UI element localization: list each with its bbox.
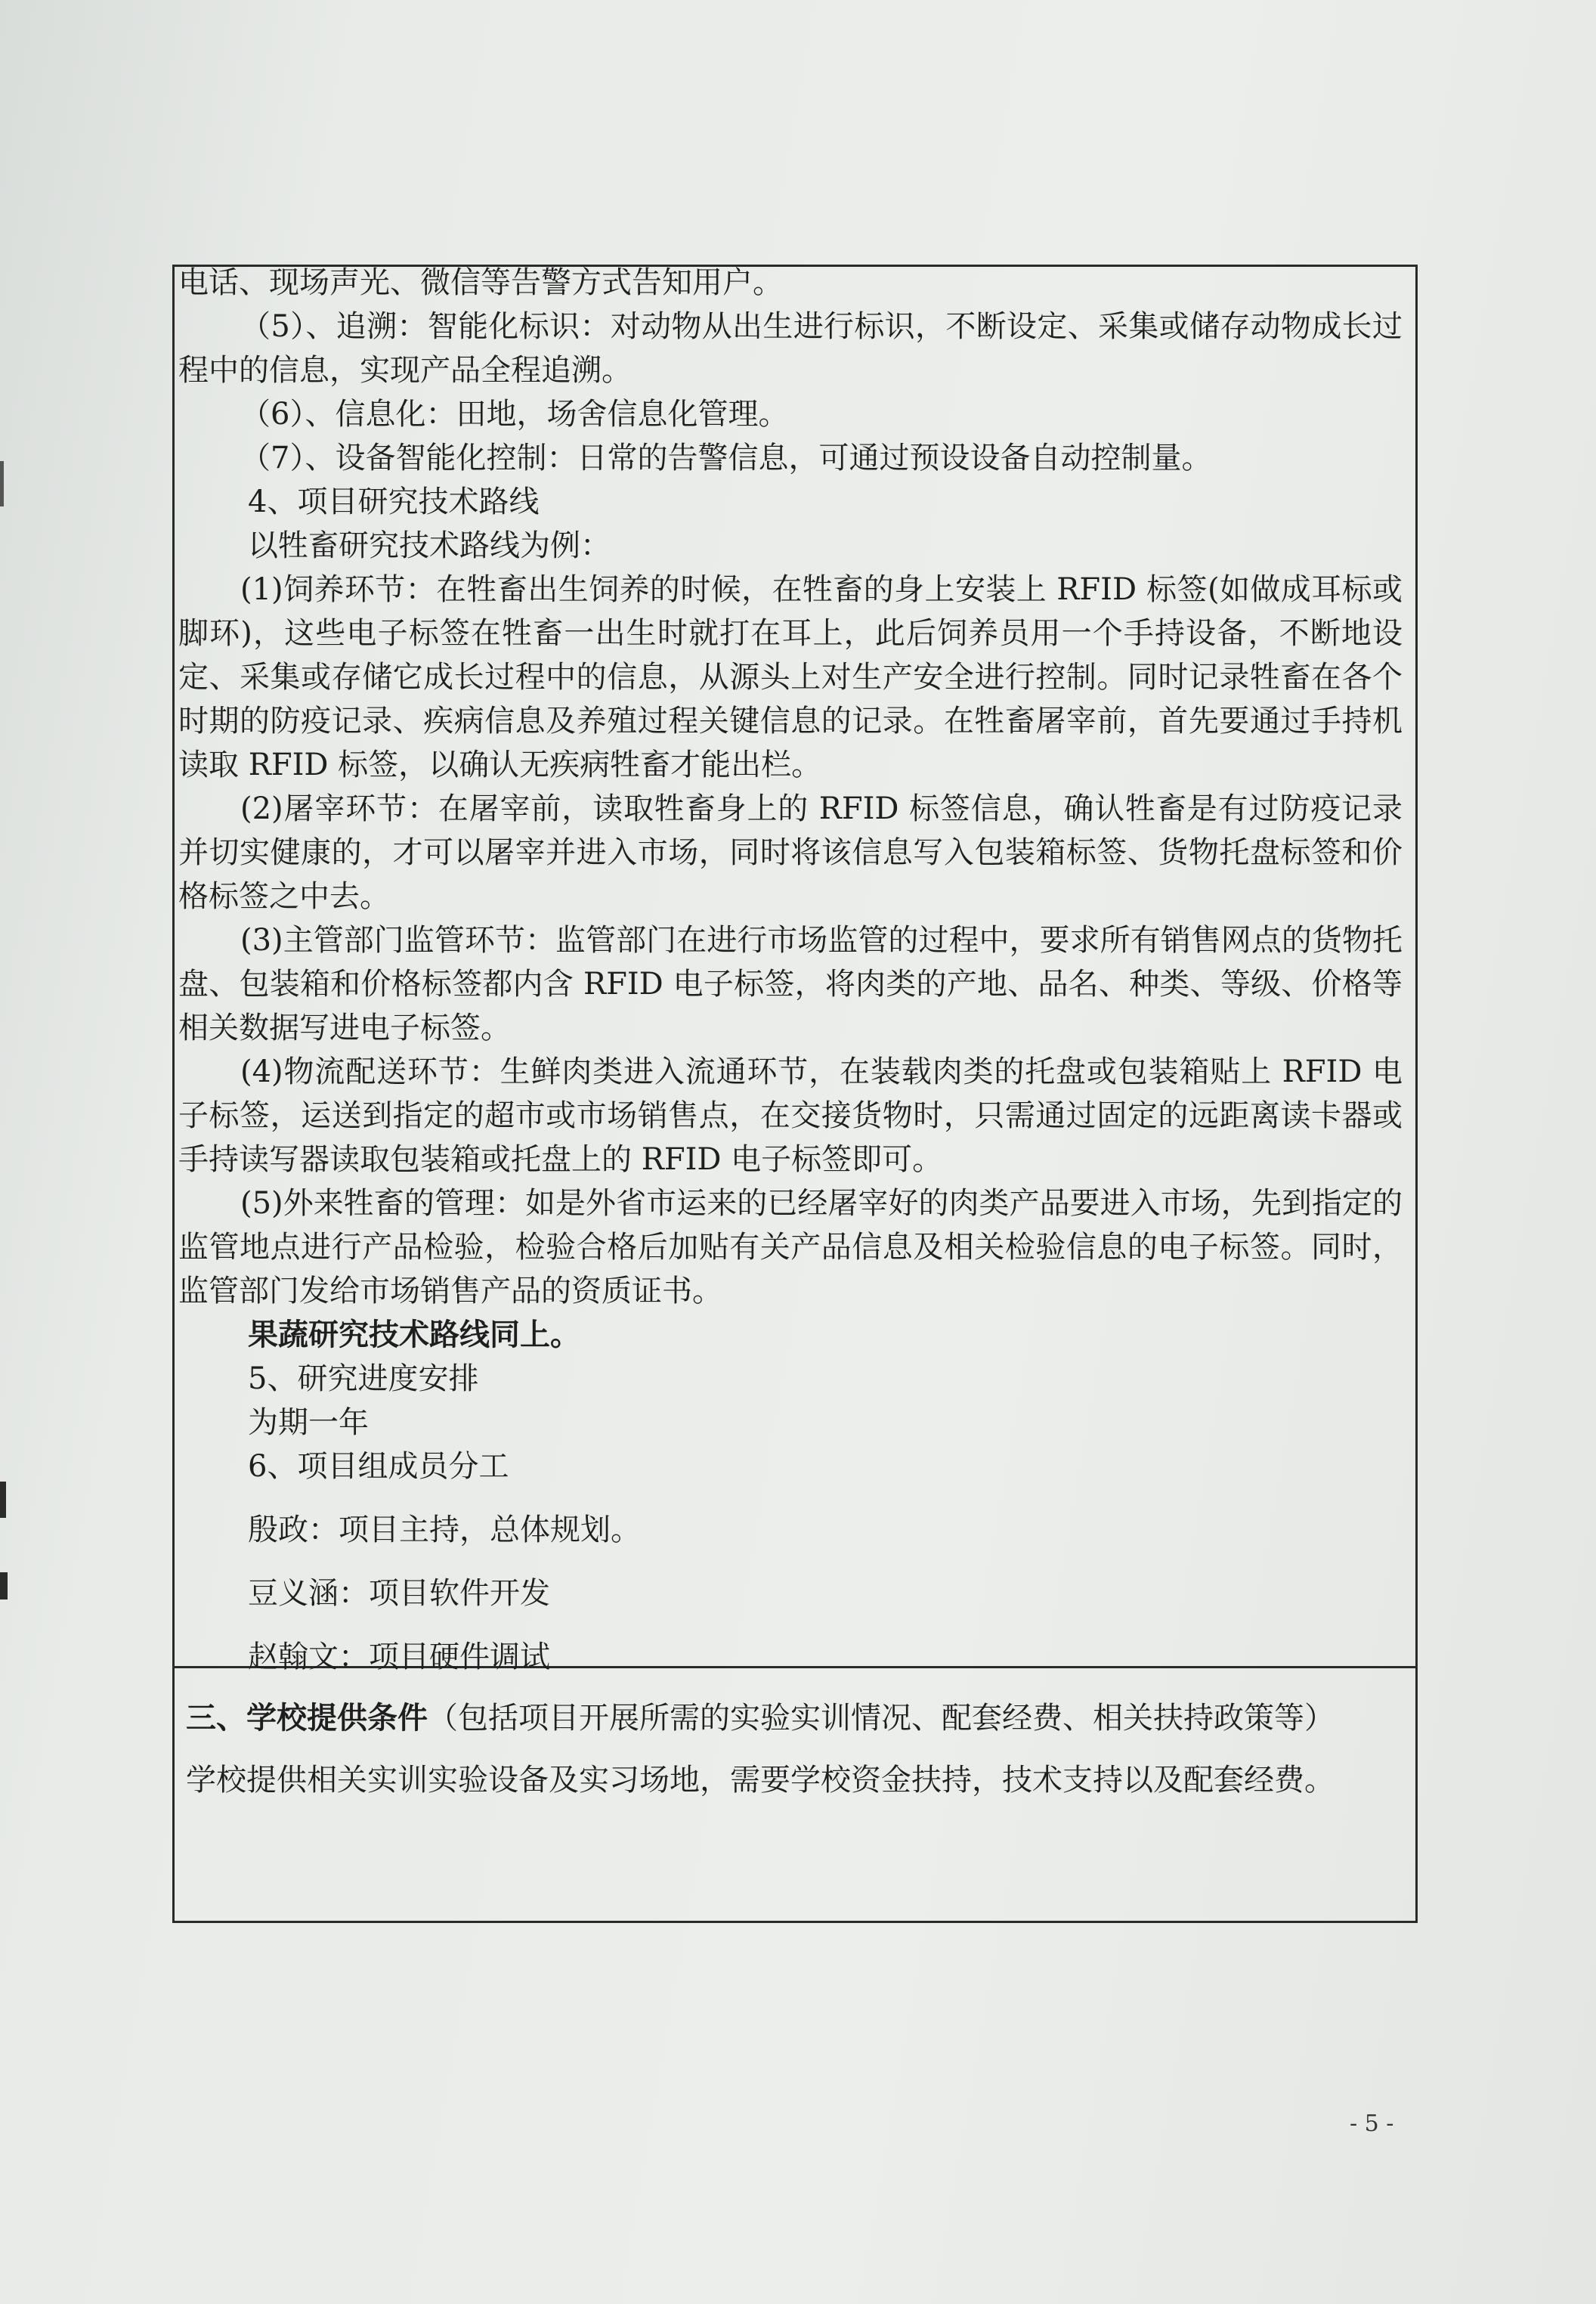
item-trace: （5）、追溯：智能化标识：对动物从出生进行标识，不断设定、采集或储存动物成长过程中的信息，实现产品全程追溯。	[178, 309, 1403, 388]
binding-mark	[0, 461, 4, 506]
step-feeding: (1)饲养环节：在牲畜出生饲养的时候，在牲畜的身上安装上 RFID 标签(如做成耳标或脚环)，这些电子标签在牲畜一出生时就打在耳上，此后饲养员用一个手持设备，不断地设定、采集或存储它成长过程中的信息，从源头上对生产安全进行控制。同时记录牲畜在各个时期的防疫记录、疾病信息及养殖过程关键信息的记录。在牲畜屠宰前，首先要通过手持机读取 RFID 标签，以确认无疾病牲畜才能出栏。	[178, 572, 1403, 782]
school-conditions-section	[186, 1687, 1410, 1811]
member-zhaohanwen: 赵翰文：项目硬件调试	[248, 1640, 550, 1674]
section3-note: （包括项目开展所需的实验实训情况、配套经费、相关扶持政策等）	[428, 1701, 1335, 1736]
step-slaughter: (2)屠宰环节：在屠宰前，读取牲畜身上的 RFID 标签信息，确认牲畜是有过防疫记录并切实健康的，才可以屠宰并进入市场，同时将该信息写入包装箱标签、货物托盘标签和价格标签之中去。	[178, 791, 1403, 914]
item-informatization: （6）、信息化：田地，场舍信息化管理。	[240, 397, 789, 432]
section3-body: 学校提供相关实训实验设备及实习场地，需要学校资金扶持，技术支持以及配套经费。	[186, 1763, 1335, 1798]
alert-line: 电话、现场声光、微信等告警方式告知用户。	[178, 265, 783, 300]
member-yinzheng: 殷政：项目主持，总体规划。	[248, 1513, 641, 1547]
project-content	[178, 261, 1403, 1679]
binding-mark	[0, 1572, 8, 1599]
step-logistics: (4)物流配送环节：生鲜肉类进入流通环节，在装载肉类的托盘或包装箱贴上 RFID 电子标签，运送到指定的超市或市场销售点，在交接货物时，只需通过固定的远距离读卡器或手持读写器读取包装箱或托盘上的 RFID 电子标签即可。	[178, 1054, 1403, 1177]
step-external-livestock: (5)外来牲畜的管理：如是外省市运来的已经屠宰好的肉类产品要进入市场，先到指定的监管地点进行产品检验，检验合格后加贴有关产品信息及相关检验信息的电子标签。同时，监管部门发给市场销售产品的资质证书。	[178, 1186, 1403, 1308]
section3-heading	[186, 1687, 1410, 1749]
section4-title: 4、项目研究技术路线	[248, 485, 540, 519]
page-number: - 5 -	[1350, 2110, 1394, 2137]
item-device-control: （7）、设备智能化控制：日常的告警信息，可通过预设设备自动控制量。	[240, 441, 1212, 475]
binding-mark	[0, 1482, 6, 1518]
section5-title: 5、研究进度安排	[248, 1361, 479, 1396]
section4-intro: 以牲畜研究技术路线为例：	[248, 528, 611, 563]
section6-title: 6、项目组成员分工	[248, 1449, 509, 1484]
step-supervision: (3)主管部门监管环节：监管部门在进行市场监管的过程中，要求所有销售网点的货物托盘、包装箱和价格标签都内含 RFID 电子标签，将肉类的产地、品名、种类、等级、价格等相关数据写进电子标签。	[178, 923, 1403, 1045]
section3-title: 三、学校提供条件	[186, 1700, 428, 1736]
fruit-route-note: 果蔬研究技术路线同上。	[248, 1317, 580, 1352]
member-douyihan: 豆义涵：项目软件开发	[248, 1576, 550, 1611]
section5-value: 为期一年	[248, 1405, 369, 1440]
